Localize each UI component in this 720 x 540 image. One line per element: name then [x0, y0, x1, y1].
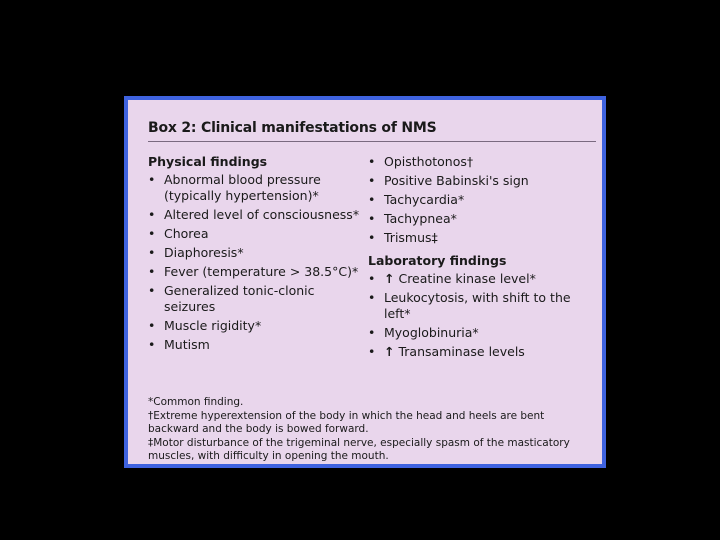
bullet-icon: • — [368, 344, 376, 359]
list-item-text: Transaminase levels — [398, 344, 525, 359]
bullet-icon: • — [148, 245, 156, 260]
list-item-text: Positive Babinski's sign — [384, 173, 529, 188]
list-item-text: Chorea — [164, 226, 209, 241]
list-item — [368, 290, 594, 322]
list-item-text: Fever (temperature > 38.5°C)* — [164, 264, 359, 279]
box-title: Box 2: Clinical manifestations of NMS — [148, 120, 596, 142]
list-item — [368, 211, 594, 227]
list-item — [368, 344, 594, 360]
bullet-icon: • — [148, 226, 156, 241]
bullet-icon: • — [148, 207, 156, 222]
list-item-text: Creatine kinase level* — [398, 271, 536, 286]
footnote-trismus: ‡Motor disturbance of the trigeminal nerve, especially spasm of the masticatory muscles, with difficulty in opening the mouth. — [148, 436, 570, 462]
list-item-text: Myoglobinuria* — [384, 325, 479, 340]
laboratory-findings-list — [368, 271, 594, 360]
list-item — [148, 226, 364, 242]
bullet-icon: • — [368, 230, 376, 245]
bullet-icon: • — [368, 290, 376, 305]
bullet-icon: • — [368, 271, 376, 286]
list-item — [148, 283, 364, 315]
footnote-opisthotonos: †Extreme hyperextension of the body in which the head and heels are bent backward and the body is bowed forward. — [148, 409, 545, 435]
list-item — [368, 325, 594, 341]
list-item — [148, 264, 364, 280]
list-item — [148, 245, 364, 261]
info-box — [124, 96, 606, 468]
bullet-icon: • — [148, 318, 156, 333]
list-item — [148, 207, 364, 223]
bullet-icon: • — [368, 173, 376, 188]
footnotes — [148, 396, 598, 464]
left-column — [148, 154, 364, 356]
info-box-content — [148, 120, 586, 464]
list-item — [368, 192, 594, 208]
list-item-text: Muscle rigidity* — [164, 318, 262, 333]
list-item — [368, 271, 594, 287]
bullet-icon: • — [368, 325, 376, 340]
bullet-icon: • — [148, 172, 156, 187]
list-item-text: Diaphoresis* — [164, 245, 244, 260]
list-item-text: Tachycardia* — [384, 192, 465, 207]
up-arrow-icon: ↑ — [384, 271, 395, 286]
list-item-text: Altered level of consciousness* — [164, 207, 360, 222]
list-item — [368, 154, 594, 170]
bullet-icon: • — [148, 264, 156, 279]
right-column — [368, 154, 594, 363]
list-item-text: Leukocytosis, with shift to the left* — [384, 290, 571, 321]
physical-findings-continued-list — [368, 154, 594, 246]
bullet-icon: • — [368, 192, 376, 207]
list-item-text: Generalized tonic-clonic seizures — [164, 283, 315, 314]
list-item-text: Tachypnea* — [384, 211, 457, 226]
list-item — [148, 172, 364, 204]
list-item — [368, 173, 594, 189]
footnote-common: *Common finding. — [148, 396, 244, 408]
list-item — [148, 318, 364, 334]
bullet-icon: • — [148, 283, 156, 298]
up-arrow-icon: ↑ — [384, 344, 395, 359]
list-item-text: Abnormal blood pressure (typically hypertension)* — [164, 172, 321, 203]
list-item-text: Mutism — [164, 337, 210, 352]
list-item-text: Trismus‡ — [384, 230, 438, 245]
list-item — [368, 230, 594, 246]
list-item-text: Opisthotonos† — [384, 154, 474, 169]
bullet-icon: • — [368, 211, 376, 226]
bullet-icon: • — [148, 337, 156, 352]
laboratory-findings-heading: Laboratory findings — [368, 253, 507, 268]
bullet-icon: • — [368, 154, 376, 169]
list-item — [148, 337, 364, 353]
physical-findings-list — [148, 172, 364, 353]
physical-findings-heading: Physical findings — [148, 154, 268, 169]
